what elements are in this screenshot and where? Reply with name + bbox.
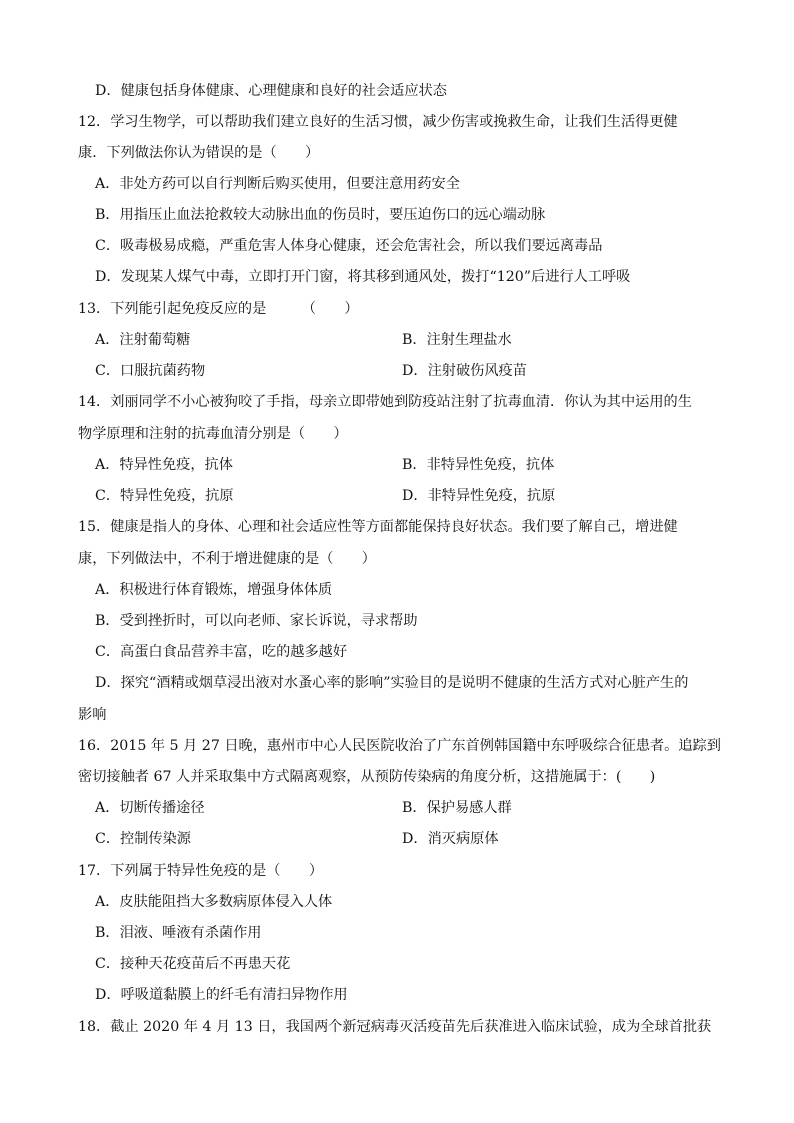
q11-option-d: D．健康包括身体健康、心理健康和良好的社会适应状态 <box>95 83 447 99</box>
q14-option-a: A．特异性免疫，抗体 <box>95 457 233 473</box>
q15-option-c: C．高蛋白食品营养丰富，吃的越多越好 <box>95 644 348 660</box>
q15-option-b: B．受到挫折时，可以向老师、家长诉说，寻求帮助 <box>95 613 418 629</box>
q15-stem-cont: 康，下列做法中，不利于增进健康的是（ ） <box>78 551 376 567</box>
q12-option-d: D．发现某人煤气中毒，立即打开门窗，将其移到通风处，拨打“120”后进行人工呼吸 <box>95 269 631 285</box>
q12-option-c: C．吸毒极易成瘾，严重危害人体身心健康，还会危害社会，所以我们要远离毒品 <box>95 238 603 254</box>
q13-option-c: C．口服抗菌药物 <box>95 363 206 379</box>
q18-stem: 18．截止 2020 年 4 月 13 日，我国两个新冠病毒灭活疫苗先后获准进入临床试验，成为全球首批获 <box>78 1019 712 1035</box>
q15-option-a: A．积极进行体育锻炼，增强身体体质 <box>95 582 333 598</box>
q13-option-b: B．注射生理盐水 <box>402 332 512 348</box>
q14-option-b: B．非特异性免疫，抗体 <box>402 457 555 473</box>
q17-option-d: D．呼吸道黏膜上的纤毛有清扫异物作用 <box>95 987 348 1003</box>
q15-option-d: D．探究“酒精或烟草浸出液对水蚤心率的影响”实验目的是说明不健康的生活方式对心脏产生的 <box>95 675 689 691</box>
q16-option-d: D．消灭病原体 <box>402 831 499 847</box>
q17-option-c: C．接种天花疫苗后不再患天花 <box>95 956 291 972</box>
q13-option-d: D．注射破伤风疫苗 <box>402 363 527 379</box>
q12-option-b: B．用指压止血法抢救较大动脉出血的伤员时，要压迫伤口的远心端动脉 <box>95 207 546 223</box>
q16-option-c: C．控制传染源 <box>95 831 191 847</box>
q12-option-a: A．非处方药可以自行判断后购买使用，但要注意用药安全 <box>95 176 460 192</box>
q15-option-d-cont: 影响 <box>78 707 107 723</box>
q14-stem-cont: 物学原理和注射的抗毒血清分别是（ ） <box>78 426 348 442</box>
q12-stem-cont: 康．下列做法你认为错误的是（ ） <box>78 145 320 161</box>
q16-stem-cont: 密切接触者 67 人并采取集中方式隔离观察，从预防传染病的角度分析，这措施属于：( ) <box>78 769 656 785</box>
q17-option-a: A．皮肤能阻挡大多数病原体侵入人体 <box>95 894 333 910</box>
q14-option-c: C．特异性免疫，抗原 <box>95 488 234 504</box>
q13-option-a: A．注射葡萄糖 <box>95 332 191 348</box>
q17-option-b: B．泪液、唾液有杀菌作用 <box>95 925 262 941</box>
q14-stem: 14．刘丽同学不小心被狗咬了手指，母亲立即带她到防疫站注射了抗毒血清．你认为其中运用的生 <box>78 394 692 410</box>
q15-stem: 15．健康是指人的身体、心理和社会适应性等方面都能保持良好状态。我们要了解自己，增进健 <box>78 519 678 535</box>
q16-option-a: A．切断传播途径 <box>95 800 205 816</box>
q16-option-b: B．保护易感人群 <box>402 800 512 816</box>
q16-stem: 16．2015 年 5 月 27 日晚，惠州市中心人民医院收治了广东首例韩国籍中东呼吸综合征患者。追踪到 <box>78 738 721 754</box>
q14-option-d: D．非特异性免疫，抗原 <box>402 488 556 504</box>
q12-stem: 12．学习生物学，可以帮助我们建立良好的生活习惯，减少伤害或挽救生命，让我们生活得更健 <box>78 114 678 130</box>
q17-stem: 17．下列属于特异性免疫的是（ ） <box>78 863 324 879</box>
q13-stem: 13．下列能引起免疫反应的是 （ ） <box>78 301 359 317</box>
